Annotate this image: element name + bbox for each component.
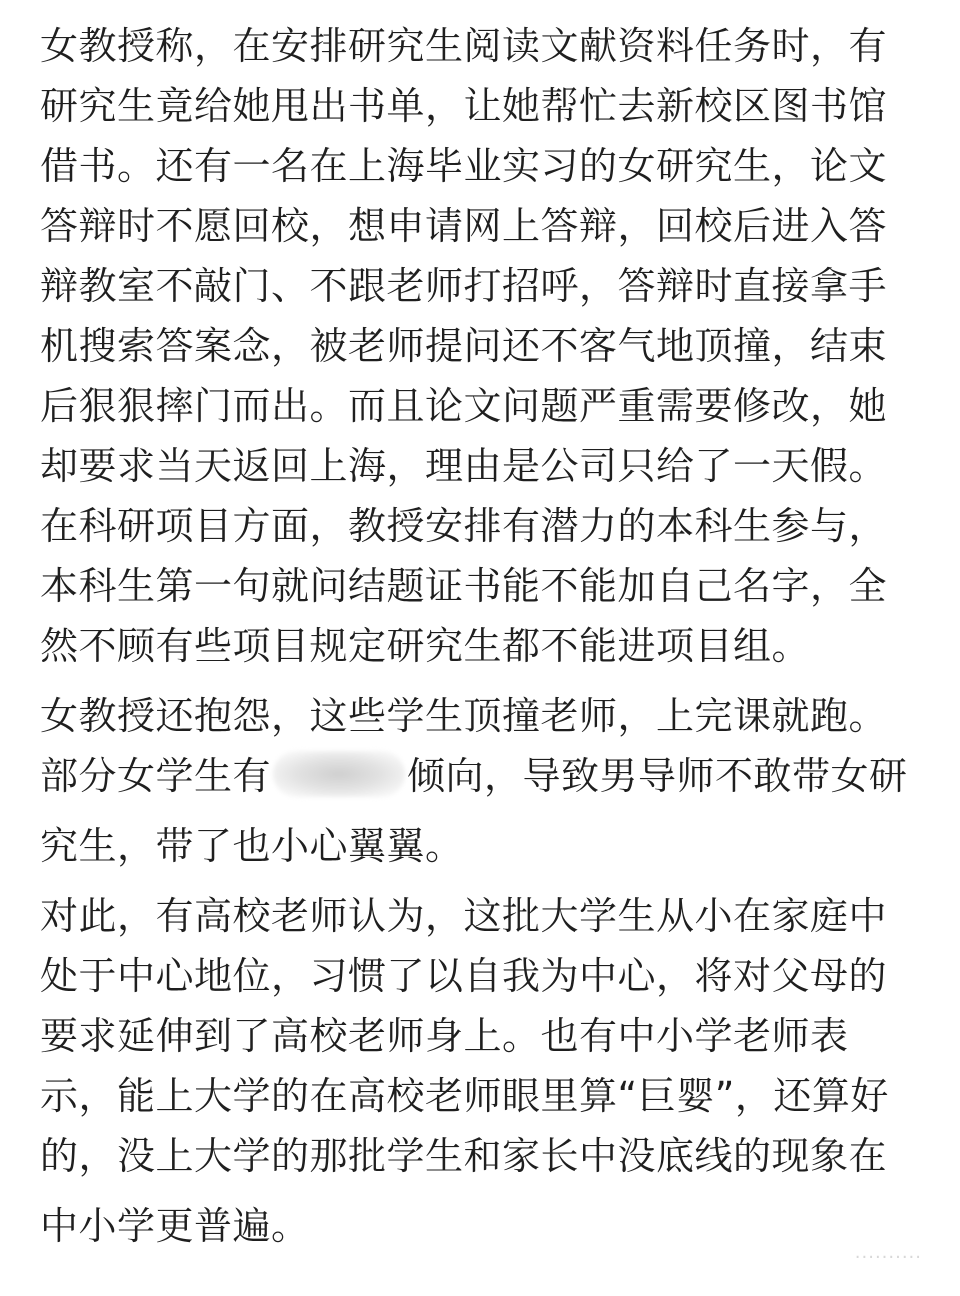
text-line: 辩教室不敲门、不跟老师打招呼，答辩时直接拿手 <box>40 264 888 308</box>
text-line: 研究生竟给她甩出书单，让她帮忙去新校区图书馆 <box>40 84 888 128</box>
text-line-with-redaction <box>40 746 908 806</box>
text-line: 却要求当天返回上海，理由是公司只给了一天假。 <box>40 444 888 488</box>
text-line: 要求延伸到了高校老师身上。也有中小学老师表 <box>40 1014 849 1058</box>
blurred-redaction <box>273 751 405 797</box>
text-line: 然不顾有些项目规定研究生都不能进项目组。 <box>40 624 811 668</box>
text-line: 的，没上大学的那批学生和家长中没底线的现象在 <box>40 1134 888 1178</box>
text-line: 后狠狠摔门而出。而且论文问题严重需要修改，她 <box>40 384 888 428</box>
text-line: 答辩时不愿回校，想申请网上答辩，回校后进入答 <box>40 204 888 248</box>
text-segment: 倾向，导致男导师不敢带女研 <box>407 754 908 798</box>
text-line: 借书。还有一名在上海毕业实习的女研究生，论文 <box>40 144 888 188</box>
text-line: 中小学更普遍。 <box>40 1204 310 1248</box>
text-line: 处于中心地位，习惯了以自我为中心，将对父母的 <box>40 954 888 998</box>
text-line: 在科研项目方面，教授安排有潜力的本科生参与， <box>40 504 888 548</box>
text-line: 究生，带了也小心翼翼。 <box>40 824 464 868</box>
text-line: 本科生第一句就问结题证书能不能加自己名字，全 <box>40 564 888 608</box>
text-line: 机搜索答案念，被老师提问还不客气地顶撞，结束 <box>40 324 888 368</box>
watermark: ·········· <box>854 1247 922 1268</box>
text-line: 示，能上大学的在高校老师眼里算“巨婴”，还算好 <box>40 1074 889 1118</box>
text-segment: 部分女学生有 <box>40 754 272 798</box>
text-line: 女教授称，在安排研究生阅读文献资料任务时，有 <box>40 24 888 68</box>
text-line: 对此，有高校老师认为，这批大学生从小在家庭中 <box>40 894 888 938</box>
text-line: 女教授还抱怨，这些学生顶撞老师，上完课就跑。 <box>40 694 888 738</box>
